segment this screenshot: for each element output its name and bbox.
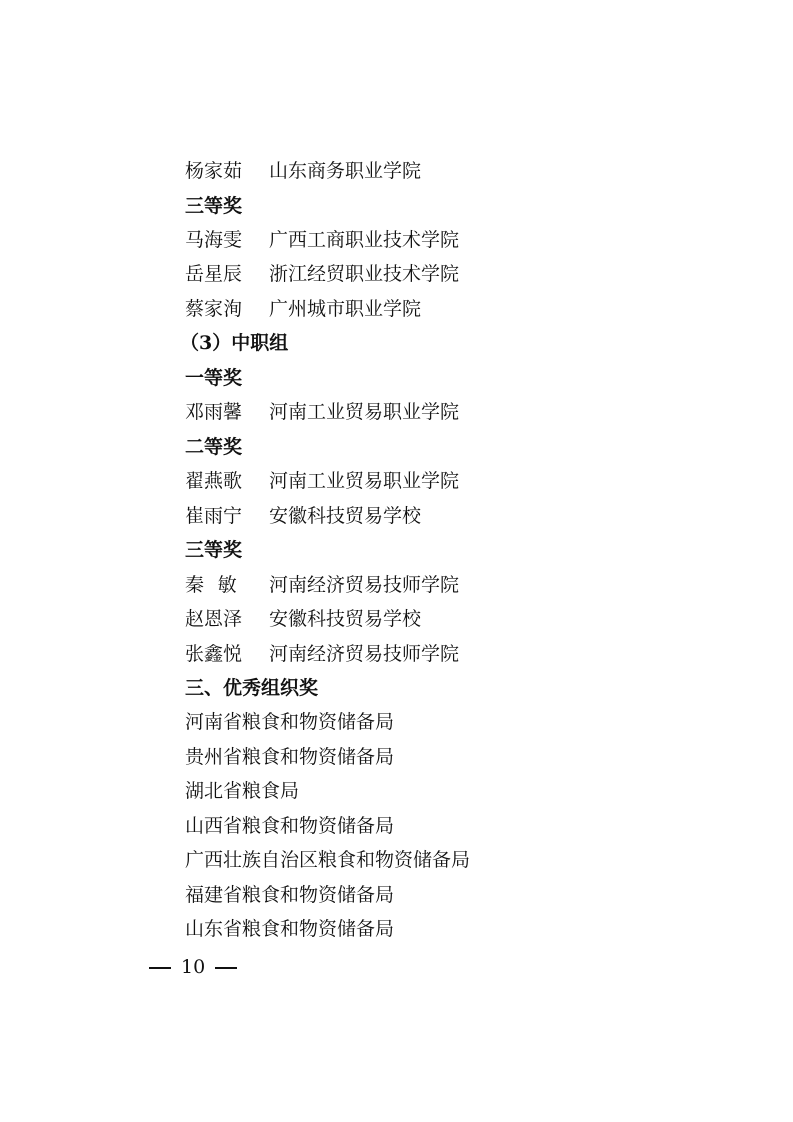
recipient-name: 崔雨宁 xyxy=(185,505,243,527)
recipient-name: 秦敏 xyxy=(185,574,251,596)
footer-dash-right xyxy=(215,967,237,969)
award-entry xyxy=(185,156,421,186)
recipient-name: 赵恩泽 xyxy=(185,608,243,630)
recipient-school: 安徽科技贸易学校 xyxy=(269,505,422,527)
recipient-school: 浙江经贸职业技术学院 xyxy=(269,263,460,285)
award-entry xyxy=(185,294,421,324)
organization-item: 山西省粮食和物资储备局 xyxy=(185,815,395,837)
award-entry xyxy=(185,397,459,427)
recipient-name: 蔡家洵 xyxy=(185,298,243,320)
recipient-school: 河南经济贸易技师学院 xyxy=(269,643,460,665)
award-entry xyxy=(185,639,459,669)
page-number: 10 xyxy=(181,956,206,978)
recipient-school: 河南经济贸易技师学院 xyxy=(269,574,460,596)
recipient-school: 广州城市职业学院 xyxy=(269,298,422,320)
prize-heading: 三等奖 xyxy=(185,539,243,561)
recipient-name: 张鑫悦 xyxy=(185,643,243,665)
award-entry xyxy=(185,259,459,289)
organization-item: 广西壮族自治区粮食和物资储备局 xyxy=(185,849,471,871)
recipient-school: 河南工业贸易职业学院 xyxy=(269,470,460,492)
footer-dash-left xyxy=(149,967,171,969)
page-footer xyxy=(145,952,241,982)
recipient-name: 岳星辰 xyxy=(185,263,243,285)
award-entry xyxy=(185,570,459,600)
prize-heading: 二等奖 xyxy=(185,436,243,458)
recipient-school: 广西工商职业技术学院 xyxy=(269,229,460,251)
organization-item: 山东省粮食和物资储备局 xyxy=(185,918,395,940)
prize-heading: 三等奖 xyxy=(185,195,243,217)
award-entry xyxy=(185,501,421,531)
recipient-name: 邓雨馨 xyxy=(185,401,243,423)
organization-item: 福建省粮食和物资储备局 xyxy=(185,884,395,906)
prize-heading: 一等奖 xyxy=(185,367,243,389)
organization-item: 河南省粮食和物资储备局 xyxy=(185,711,395,733)
recipient-name: 翟燕歌 xyxy=(185,470,243,492)
award-entry xyxy=(185,466,459,496)
group-heading: （3）中职组 xyxy=(180,332,289,354)
recipient-school: 山东商务职业学院 xyxy=(269,160,422,182)
section-heading: 三、优秀组织奖 xyxy=(185,677,319,699)
award-entry xyxy=(185,604,421,634)
recipient-name: 杨家茹 xyxy=(185,160,243,182)
recipient-school: 河南工业贸易职业学院 xyxy=(269,401,460,423)
recipient-name: 马海雯 xyxy=(185,229,243,251)
award-entry xyxy=(185,225,459,255)
recipient-school: 安徽科技贸易学校 xyxy=(269,608,422,630)
organization-item: 湖北省粮食局 xyxy=(185,780,300,802)
organization-item: 贵州省粮食和物资储备局 xyxy=(185,746,395,768)
